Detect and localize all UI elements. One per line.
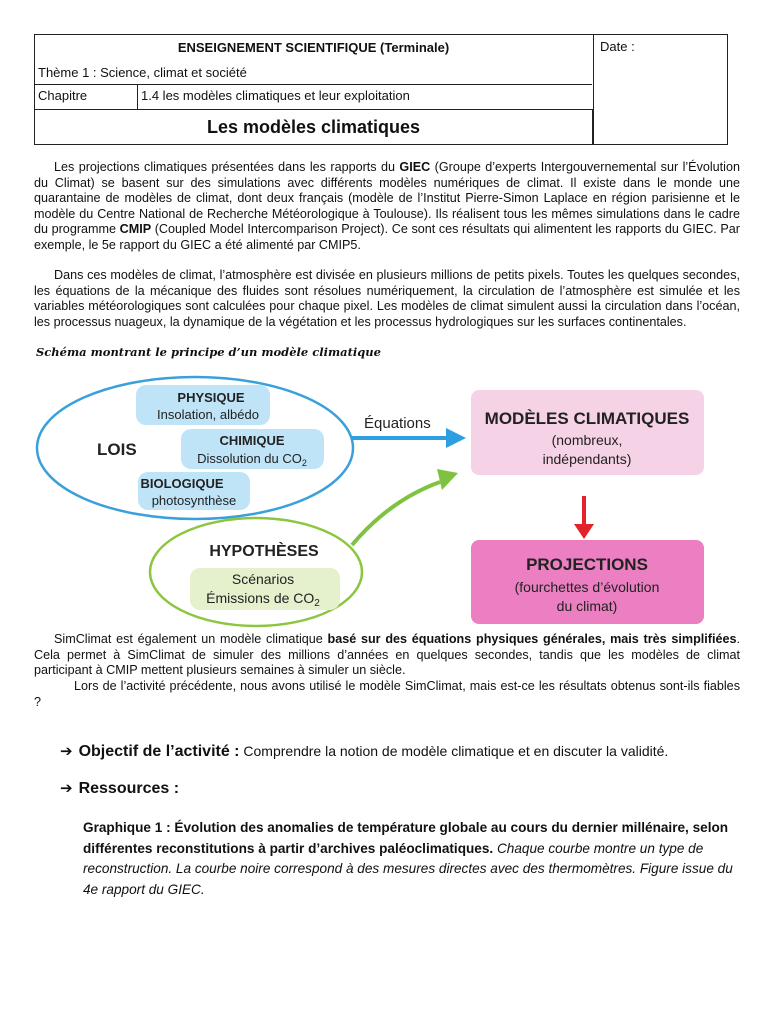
modeles-sub1: (nombreux, xyxy=(551,432,623,448)
date-label: Date : xyxy=(600,39,635,54)
arrow-right-icon: ➔ xyxy=(60,780,73,797)
chapter-value: 1.4 les modèles climatiques et leur exploitation xyxy=(138,85,593,110)
objectif-label: Objectif de l’activité : xyxy=(78,743,240,760)
simclimat-bold: basé sur des équations physiques générales, mais très simplifiées xyxy=(327,632,737,646)
objectif-text: Comprendre la notion de modèle climatique et en discuter la validité. xyxy=(239,743,669,759)
intro-text-c: (Coupled Model Intercomparison Project). Ce sont ces résultats qui alimentent les rapports du GIEC. Par exemple, le 5e rapport du GIEC a été alimenté par CMIP5. xyxy=(34,222,740,252)
chimique-sub: Dissolution du $CO_2$ xyxy=(197,451,307,468)
climate-model-diagram xyxy=(0,360,768,630)
arrow-right-icon: ➔ xyxy=(60,743,73,760)
hypotheses-arrowhead xyxy=(437,469,458,490)
biologique-title: BIOLOGIQUE xyxy=(140,476,224,491)
objectif-line xyxy=(60,742,668,761)
modeles-sub2: indépendants) xyxy=(542,451,632,467)
physique-sub: Insolation, albédo xyxy=(157,407,259,422)
simclimat-paragraph-2 xyxy=(34,679,740,710)
hypotheses-label: HYPOTHÈSES xyxy=(209,543,319,560)
physique-title: PHYSIQUE xyxy=(177,390,245,405)
scenarios-label: Scénarios xyxy=(231,571,295,587)
projections-title: PROJECTIONS xyxy=(526,555,648,574)
date-cell xyxy=(593,35,729,144)
cmip-term: CMIP xyxy=(119,222,152,237)
chapter-label: Chapitre xyxy=(35,85,138,110)
theme-line: Thème 1 : Science, climat et société xyxy=(35,60,592,85)
ressources-line xyxy=(60,779,179,798)
simclimat-paragraph xyxy=(34,632,740,679)
chimique-title: CHIMIQUE xyxy=(219,433,285,448)
hypotheses-arrow xyxy=(352,482,440,545)
intro-paragraph-2 xyxy=(34,268,740,330)
graphique-description xyxy=(83,818,743,900)
diagram-caption: Schéma montrant le principe d’un modèle climatique xyxy=(36,345,381,359)
simclimat-text-a: SimClimat est également un modèle climatique xyxy=(54,632,328,646)
projections-sub2: du climat) xyxy=(556,598,618,614)
intro-paragraph-1 xyxy=(34,160,740,254)
projection-arrowhead xyxy=(574,524,594,539)
graphique-note: Chaque courbe montre un type de reconstruction. La courbe noire correspond à des mesures directes avec des thermomètres. Figure issue du 4e rapport du GIEC. xyxy=(83,840,733,897)
intro-text-b: (Groupe d’experts Intergouvernemental sur l’Évolution du Climat) se basent sur des simulations avec différents modèles numériques de climat. Il existe dans le monde une quarantaine de modèles de climat, dont deux français (modèle de l’Institut Pierre-Simon Laplace en région parisienne et le modèle du Centre National de Recherche Météorologique à Toulouse). Ils réalisent tous les mêmes simulations dans le cadre du programme xyxy=(34,160,740,237)
modeles-title: MODÈLES CLIMATIQUES xyxy=(484,409,690,428)
projections-sub1: (fourchettes d’évolution xyxy=(514,579,660,595)
header-table xyxy=(34,34,728,145)
equations-label: Équations xyxy=(364,415,431,432)
giec-term: GIEC xyxy=(399,160,431,174)
simclimat-text-b: . Cela permet à SimClimat de simuler des millions d’années en quelques secondes, tandis que les modèles de climat participant à CMIP mettent plusieurs semaines à simuler un siècle. xyxy=(34,632,740,678)
emissions-label: Émissions de $CO_2$ xyxy=(206,590,320,609)
page-title: Les modèles climatiques xyxy=(35,110,593,144)
biologique-sub: photosynthèse xyxy=(151,493,237,508)
ressources-label: Ressources : xyxy=(78,780,180,797)
course-title: ENSEIGNEMENT SCIENTIFIQUE (Terminale) xyxy=(177,40,450,55)
simclimat-text-2: Lors de l’activité précédente, nous avons utilisé le modèle SimClimat, mais est-ce les résultats obtenus sont-ils fiables ? xyxy=(34,679,740,709)
intro-text-2: Dans ces modèles de climat, l’atmosphère est divisée en plusieurs millions de petits pixels. Toutes les quelques secondes, les équations de la mécanique des fluides sont résolues numériquement, la circulation de l’atmosphère est simulée et les variables météorologiques sont calculées pour chaque pixel. Les modèles de climat simulent aussi la circulation dans l’océan, les processus nuageux, la dynamique de la végétation et les processus hydrologiques sur les surfaces continentales. xyxy=(34,268,740,329)
lois-label: LOIS xyxy=(97,440,137,459)
graphique-title: Graphique 1 : Évolution des anomalies de température globale au cours du dernier millénaire, selon différentes reconstitutions à partir d’archives paléoclimatiques. xyxy=(83,820,729,856)
intro-text-a: Les projections climatiques présentées dans les rapports du xyxy=(54,160,400,174)
equations-arrowhead xyxy=(446,428,466,448)
